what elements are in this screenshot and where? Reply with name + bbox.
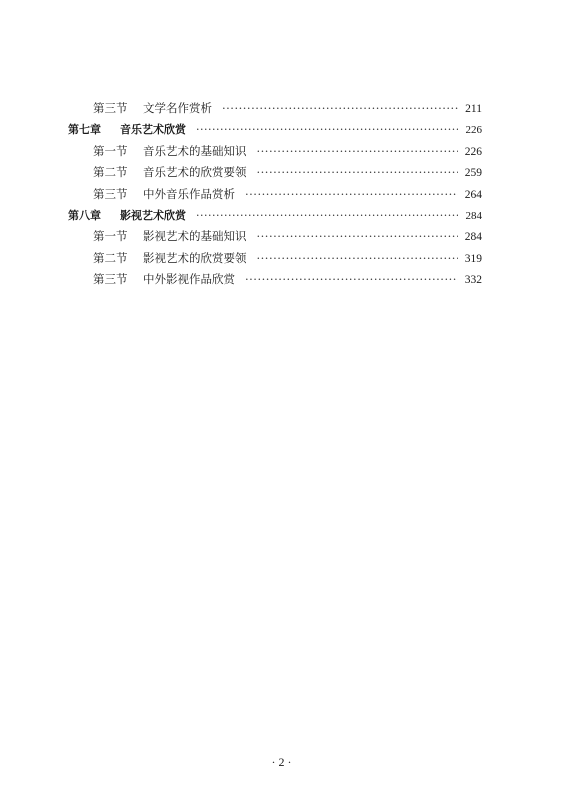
toc-chapter-title: 音乐艺术欣赏: [120, 123, 186, 137]
toc-entry-title: 影视艺术的基础知识: [143, 229, 247, 244]
dot-leader: [257, 162, 459, 183]
toc-chapter-page: 226: [465, 124, 482, 137]
dot-leader: [257, 248, 459, 269]
toc-entry-title: 音乐艺术的基础知识: [143, 143, 247, 158]
toc-entry-number: 第三节: [93, 101, 128, 115]
toc-entry-page: 319: [464, 252, 482, 265]
toc-entry-title: 音乐艺术的欣赏要领: [143, 165, 247, 180]
page-number: · 2 ·: [271, 755, 292, 769]
toc-entry-page: 259: [464, 167, 482, 180]
toc-entry: [68, 162, 482, 183]
toc-entry-page: 264: [464, 188, 482, 201]
table-of-contents: [68, 98, 482, 291]
toc-entry-title: 中外音乐作品赏析: [143, 186, 235, 201]
dot-leader: [245, 269, 458, 290]
toc-chapter-entry: [68, 119, 482, 140]
toc-entry-number: 第三节: [93, 272, 128, 287]
toc-entry-number: 第一节: [93, 143, 128, 158]
dot-leader: [245, 184, 458, 205]
toc-entry-number: 第一节: [93, 229, 128, 244]
toc-chapter-entry: [68, 205, 482, 226]
dot-leader: [196, 119, 458, 140]
toc-chapter-number: 第八章: [68, 208, 101, 222]
toc-entry-title: 文学名作赏析: [143, 101, 212, 115]
toc-entry-page: 211: [465, 103, 482, 115]
toc-chapter-number: 第七章: [68, 123, 101, 137]
toc-entry: [68, 141, 482, 162]
toc-entry: [68, 98, 482, 119]
dot-leader: [257, 141, 459, 162]
toc-entry-title: 影视艺术的欣赏要领: [143, 250, 247, 265]
dot-leader: [196, 205, 458, 226]
toc-entry: [68, 184, 482, 205]
toc-entry-title: 中外影视作品欣赏: [143, 272, 235, 287]
toc-entry-page: 332: [464, 274, 482, 287]
toc-entry-page: 226: [464, 145, 482, 158]
dot-leader: [257, 226, 459, 247]
toc-chapter-page: 284: [465, 209, 482, 222]
toc-entry-number: 第二节: [93, 250, 128, 265]
toc-entry-page: 284: [464, 231, 482, 244]
toc-entry: [68, 226, 482, 247]
toc-entry: [68, 269, 482, 290]
toc-entry-number: 第三节: [93, 186, 128, 201]
toc-entry-number: 第二节: [93, 165, 128, 180]
toc-chapter-title: 影视艺术欣赏: [120, 208, 186, 222]
dot-leader: [222, 98, 458, 119]
toc-entry: [68, 248, 482, 269]
